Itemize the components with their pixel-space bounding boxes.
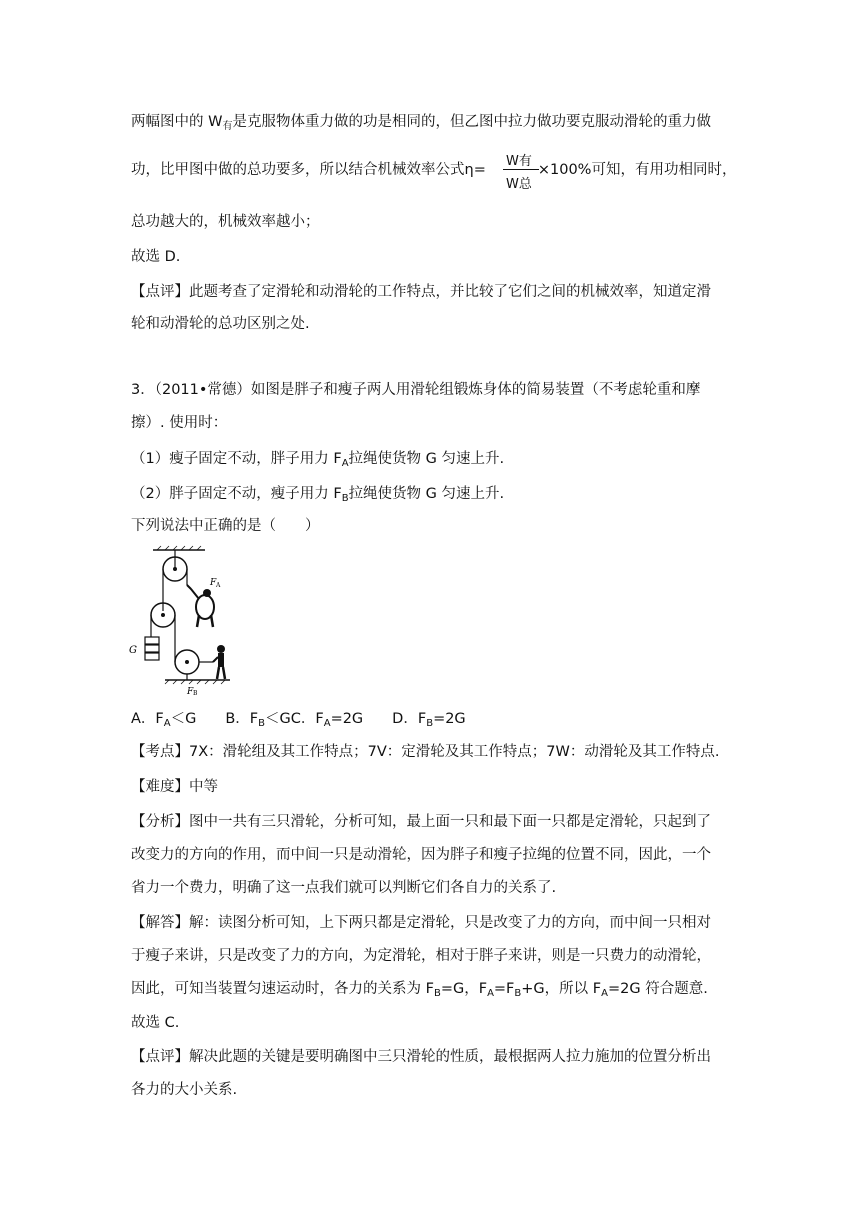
label-g: G (129, 645, 137, 656)
weight-block-icon (145, 637, 159, 644)
prev-line-3: 总功越大的，机械效率越小； (131, 214, 320, 230)
prev-review-2: 轮和动滑轮的总功区别之处. (131, 316, 310, 332)
q3-condition-2: （2）胖子固定不动，瘦子用力 $F_B$拉绳使货物 G 匀速上升. (131, 486, 505, 504)
prev-line-2: 功，比甲图中做的总功要多，所以结合机械效率公式η= ×100%可知，有用功相同时， (131, 162, 737, 178)
q3-stem-1: 3．（2011•常德）如图是胖子和瘦子两人用滑轮组锻炼身体的简易装置（不考虑轮重和摩 (131, 382, 701, 398)
q3-solution-1: 【解答】解：读图分析可知，上下两只都是定滑轮，只是改变了力的方向，而中间一只相对 (131, 915, 711, 931)
q3-nandu: 【难度】中等 (131, 779, 218, 795)
q3-options: A．$F_A<G$ B．$F_B<GC$．$F_A=2G$ D．$F_B=2G$ (131, 711, 466, 729)
q3-review-1: 【点评】解决此题的关键是要明确图中三只滑轮的性质，最根据两人拉力施加的位置分析出 (131, 1049, 711, 1065)
q3-kaodian: 【考点】7X：滑轮组及其工作特点；7V：定滑轮及其工作特点；7W：动滑轮及其工作特点. (131, 744, 720, 760)
q3-ask: 下列说法中正确的是（ ） (131, 518, 320, 534)
fat-person-icon (187, 585, 214, 627)
efficiency-fraction-numerator: W有 (506, 154, 532, 169)
label-fb-sub: B (193, 690, 198, 695)
prev-line-1: 两幅图中的 $W_有$是克服物体重力做的功是相同的，但乙图中拉力做功要克服动滑轮的重力做 (131, 114, 711, 132)
prev-review-1: 【点评】此题考查了定滑轮和动滑轮的工作特点，并比较了它们之间的机械效率，知道定滑 (131, 284, 711, 300)
q3-condition-1: （1）瘦子固定不动，胖子用力 $F_A$拉绳使货物 G 匀速上升. (131, 451, 505, 469)
label-fa-sub: A (216, 582, 221, 589)
q3-solution-2: 于瘦子来讲，只是改变了力的方向，为定滑轮，相对于胖子来讲，则是一只费力的动滑轮， (131, 948, 711, 964)
label-fa: F (210, 578, 217, 588)
q3-analysis-1: 【分析】图中一共有三只滑轮，分析可知，最上面一只和最下面一只都是定滑轮，只起到了 (131, 814, 711, 830)
thin-person-icon (213, 645, 225, 679)
pulley-figure (125, 545, 245, 695)
prev-answer: 故选 D. (131, 249, 181, 265)
efficiency-fraction-bar (503, 169, 539, 170)
efficiency-fraction-denominator: W总 (506, 177, 532, 192)
q3-review-2: 各力的大小关系. (131, 1082, 238, 1098)
q3-analysis-2: 改变力的方向的作用，而中间一只是动滑轮，因为胖子和瘦子拉绳的位置不同，因此，一个 (131, 847, 711, 863)
q3-analysis-3: 省力一个费力，明确了这一点我们就可以判断它们各自力的关系了. (131, 880, 557, 896)
q3-solution-3: 因此，可知当装置匀速运动时，各力的关系为 $F_B=G$，$F_A=F_B+G$，所以 $F_A=2G$ 符合题意. (131, 981, 708, 999)
q3-stem-2: 擦）. 使用时： (131, 415, 228, 431)
q3-answer: 故选 C. (131, 1015, 180, 1031)
label-fb: F (187, 687, 194, 695)
